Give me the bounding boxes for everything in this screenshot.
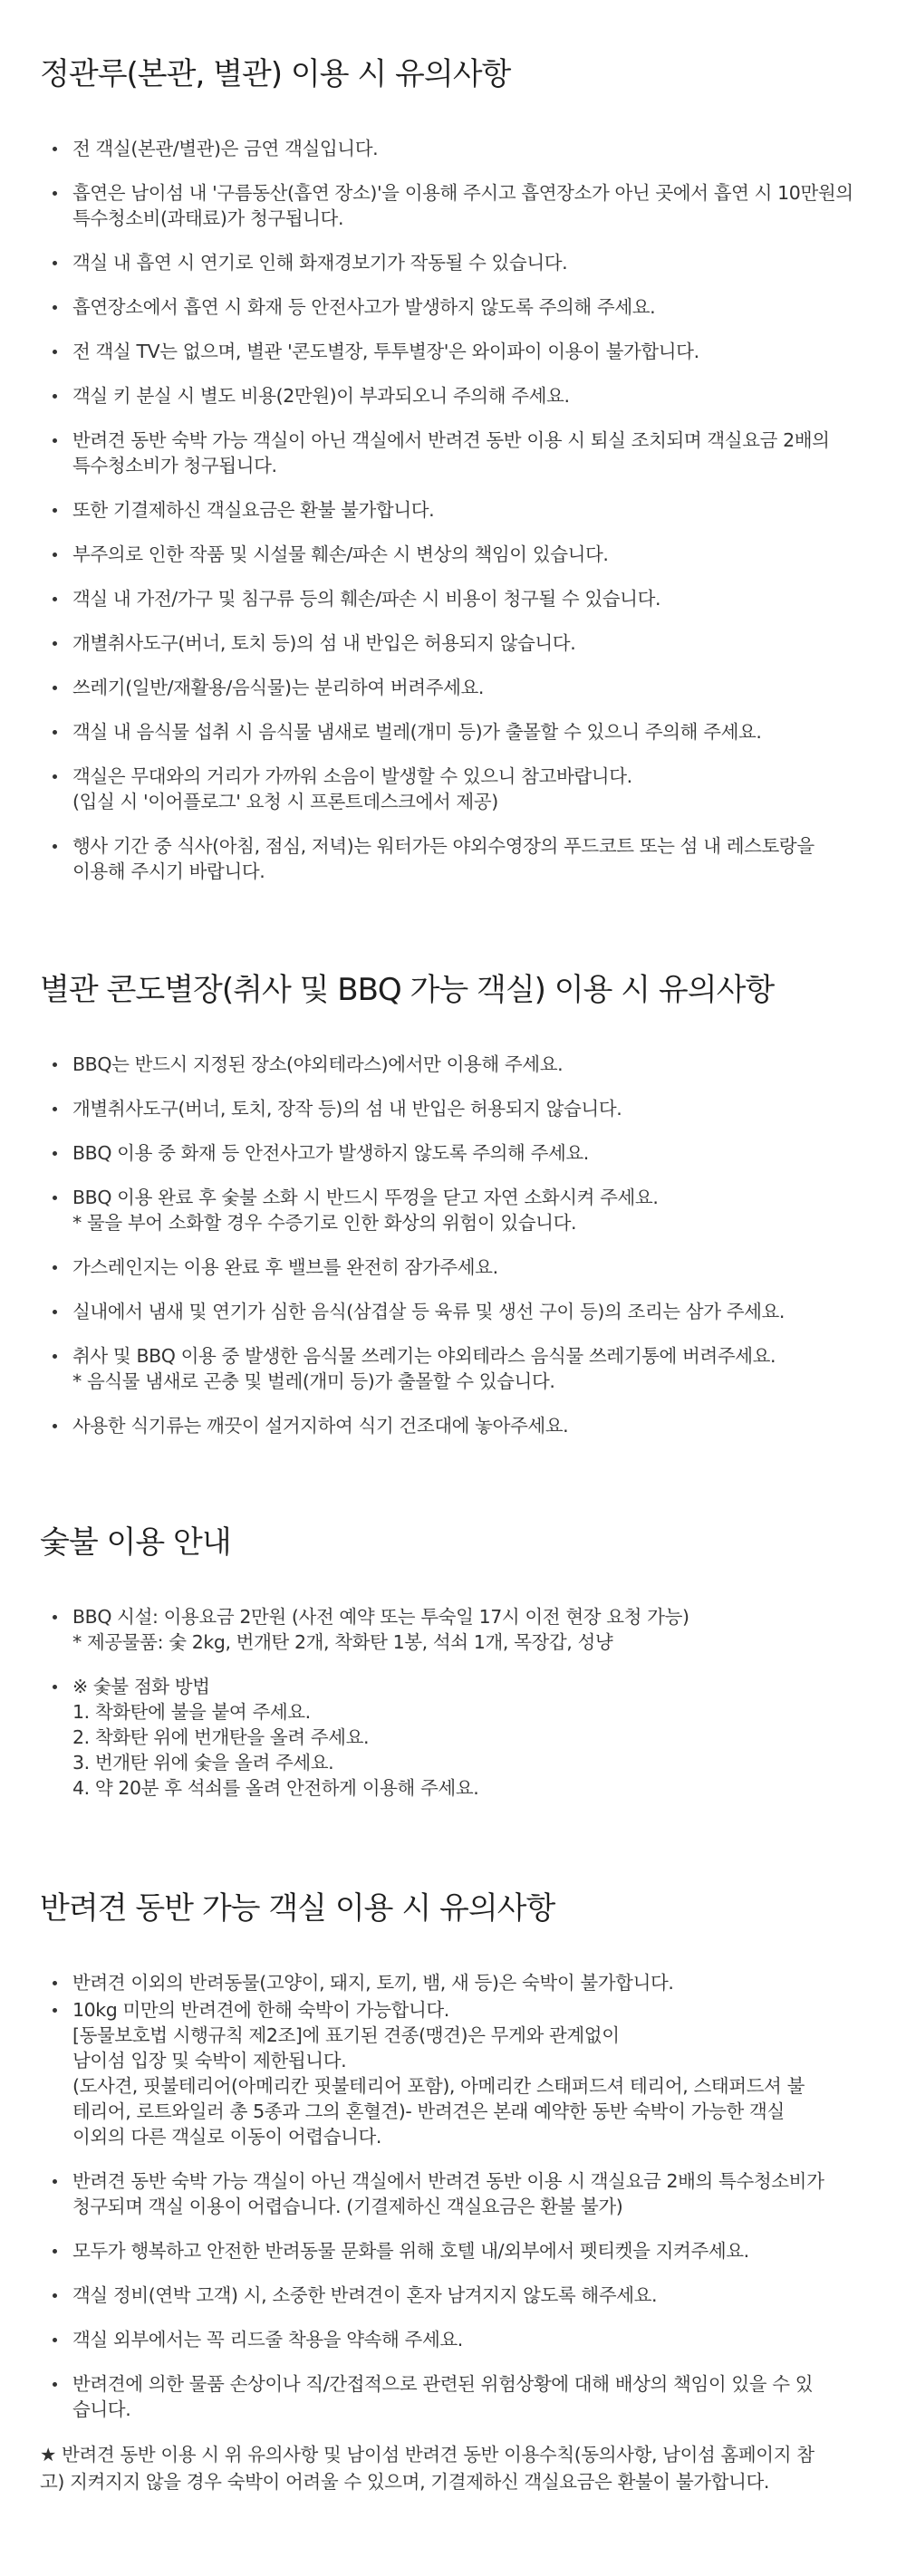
section-title-main-building: 정관루(본관, 별관) 이용 시 유의사항	[40, 56, 511, 92]
section-title-charcoal: 숯불 이용 안내	[40, 1524, 231, 1561]
section-title-condo: 별관 콘도별장(취사 및 BBQ 가능 객실) 이용 시 유의사항	[40, 972, 775, 1008]
notice-list-main-building	[40, 136, 866, 884]
notice-item: 취사 및 BBQ 이용 중 발생한 음식물 쓰레기는 야외테라스 음식물 쓰레기통에 버려주세요. * 음식물 냄새로 곤충 및 벌레(개미 등)가 출몰할 수 있습니다.	[51, 1343, 866, 1394]
notice-item: 흡연은 남이섬 내 '구름동산(흡연 장소)'을 이용해 주시고 흡연장소가 아닌 곳에서 흡연 시 10만원의 특수청소비(과태료)가 청구됩니다.	[51, 180, 866, 231]
notice-item: 가스레인지는 이용 완료 후 밸브를 완전히 잠가주세요.	[51, 1254, 866, 1280]
notice-list-pet	[40, 1970, 866, 2422]
notice-item: 객실 내 흡연 시 연기로 인해 화재경보기가 작동될 수 있습니다.	[51, 250, 866, 275]
notice-item: BBQ 이용 중 화재 등 안전사고가 발생하지 않도록 주의해 주세요.	[51, 1140, 866, 1166]
notice-item: 객실 내 가전/가구 및 침구류 등의 훼손/파손 시 비용이 청구될 수 있습니다.	[51, 586, 866, 611]
section-charcoal	[40, 1523, 866, 1801]
notice-item: 반려견에 의한 물품 손상이나 직/간접적으로 관련된 위험상황에 대해 배상의 책임이 있을 수 있 습니다.	[51, 2371, 866, 2422]
notice-list-charcoal	[40, 1604, 866, 1801]
notice-item: 10kg 미만의 반려견에 한해 숙박이 가능합니다. [동물보호법 시행규칙 제2조]에 표기된 견종(맹견)은 무게와 관계없이 남이섬 입장 및 숙박이 제한됩니다. (도사견, 핏불테리어(아메리칸 핏불테리어 포함), 아메리칸 스태퍼드셔 테리어, 스태퍼드셔 불 테리어, 로트와일러 총 5종과 그의 혼혈견)- 반려견은 본래 예약한 동반 숙박이 가능한 객실 이외의 다른 객실로 이동이 어렵습니다.	[51, 1997, 866, 2149]
notice-item: BBQ는 반드시 지정된 장소(야외테라스)에서만 이용해 주세요.	[51, 1052, 866, 1077]
notice-item: 반려견 동반 숙박 가능 객실이 아닌 객실에서 반려견 동반 이용 시 퇴실 조치되며 객실요금 2배의 특수청소비가 청구됩니다.	[51, 428, 866, 478]
notice-item: 사용한 식기류는 깨끗이 설거지하여 식기 건조대에 놓아주세요.	[51, 1413, 866, 1438]
notice-item: 전 객실(본관/별관)은 금연 객실입니다.	[51, 136, 866, 161]
section-pet	[40, 1889, 866, 2495]
pet-footer-note: ★ 반려견 동반 이용 시 위 유의사항 및 남이섬 반려견 동반 이용수칙(동의사항, 남이섬 홈페이지 참 고) 지켜지지 않을 경우 숙박이 어려울 수 있으며, 기결제하신 객실요금은 환불이 불가합니다.	[40, 2444, 814, 2493]
notice-item: 흡연장소에서 흡연 시 화재 등 안전사고가 발생하지 않도록 주의해 주세요.	[51, 294, 866, 320]
notice-item: 개별취사도구(버너, 토치 등)의 섬 내 반입은 허용되지 않습니다.	[51, 630, 866, 656]
notice-item: 실내에서 냄새 및 연기가 심한 음식(삼겹살 등 육류 및 생선 구이 등)의 조리는 삼가 주세요.	[51, 1299, 866, 1324]
notice-item: 객실 외부에서는 꼭 리드줄 착용을 약속해 주세요.	[51, 2327, 866, 2352]
section-title-pet: 반려견 동반 가능 객실 이용 시 유의사항	[40, 1890, 555, 1927]
notice-item: 모두가 행복하고 안전한 반려동물 문화를 위해 호텔 내/외부에서 펫티켓을 지켜주세요.	[51, 2238, 866, 2264]
notice-item: BBQ 시설: 이용요금 2만원 (사전 예약 또는 투숙일 17시 이전 현장 요청 가능) * 제공물품: 숯 2kg, 번개탄 2개, 착화탄 1봉, 석쇠 1개, 목장갑, 성냥	[51, 1604, 866, 1655]
notice-item: 객실 정비(연박 고객) 시, 소중한 반려견이 혼자 남겨지지 않도록 해주세요.	[51, 2283, 866, 2308]
notice-list-condo	[40, 1052, 866, 1438]
notice-item: 행사 기간 중 식사(아침, 점심, 저녁)는 워터가든 야외수영장의 푸드코트 또는 섬 내 레스토랑을 이용해 주시기 바랍니다.	[51, 833, 866, 884]
notice-item: 부주의로 인한 작품 및 시설물 훼손/파손 시 변상의 책임이 있습니다.	[51, 542, 866, 567]
notice-item: ※ 숯불 점화 방법 1. 착화탄에 불을 붙여 주세요. 2. 착화탄 위에 번개탄을 올려 주세요. 3. 번개탄 위에 숯을 올려 주세요. 4. 약 20분 후 석쇠를 올려 안전하게 이용해 주세요.	[51, 1674, 866, 1801]
notice-item: 전 객실 TV는 없으며, 별관 '콘도별장, 투투별장'은 와이파이 이용이 불가합니다.	[51, 339, 866, 364]
notice-item: 또한 기결제하신 객실요금은 환불 불가합니다.	[51, 497, 866, 523]
notice-item: 개별취사도구(버너, 토치, 장작 등)의 섬 내 반입은 허용되지 않습니다.	[51, 1096, 866, 1121]
section-condo	[40, 970, 866, 1438]
notice-item: 객실 내 음식물 섭취 시 음식물 냄새로 벌레(개미 등)가 출몰할 수 있으니 주의해 주세요.	[51, 719, 866, 745]
notice-item: 반려견 동반 숙박 가능 객실이 아닌 객실에서 반려견 동반 이용 시 객실요금 2배의 특수청소비가 청구되며 객실 이용이 어렵습니다. (기결제하신 객실요금은 환불 불가)	[51, 2168, 866, 2219]
notice-item: 쓰레기(일반/재활용/음식물)는 분리하여 버려주세요.	[51, 675, 866, 700]
notice-item: 반려견 이외의 반려동물(고양이, 돼지, 토끼, 뱀, 새 등)은 숙박이 불가합니다.	[51, 1970, 866, 1995]
notice-item: 객실은 무대와의 거리가 가까워 소음이 발생할 수 있으니 참고바랍니다. (입실 시 '이어플로그' 요청 시 프론트데스크에서 제공)	[51, 764, 866, 814]
section-main-building	[40, 54, 866, 884]
notice-item: 객실 키 분실 시 별도 비용(2만원)이 부과되오니 주의해 주세요.	[51, 383, 866, 409]
notice-item: BBQ 이용 완료 후 숯불 소화 시 반드시 뚜껑을 닫고 자연 소화시켜 주세요. * 물을 부어 소화할 경우 수증기로 인한 화상의 위험이 있습니다.	[51, 1185, 866, 1235]
